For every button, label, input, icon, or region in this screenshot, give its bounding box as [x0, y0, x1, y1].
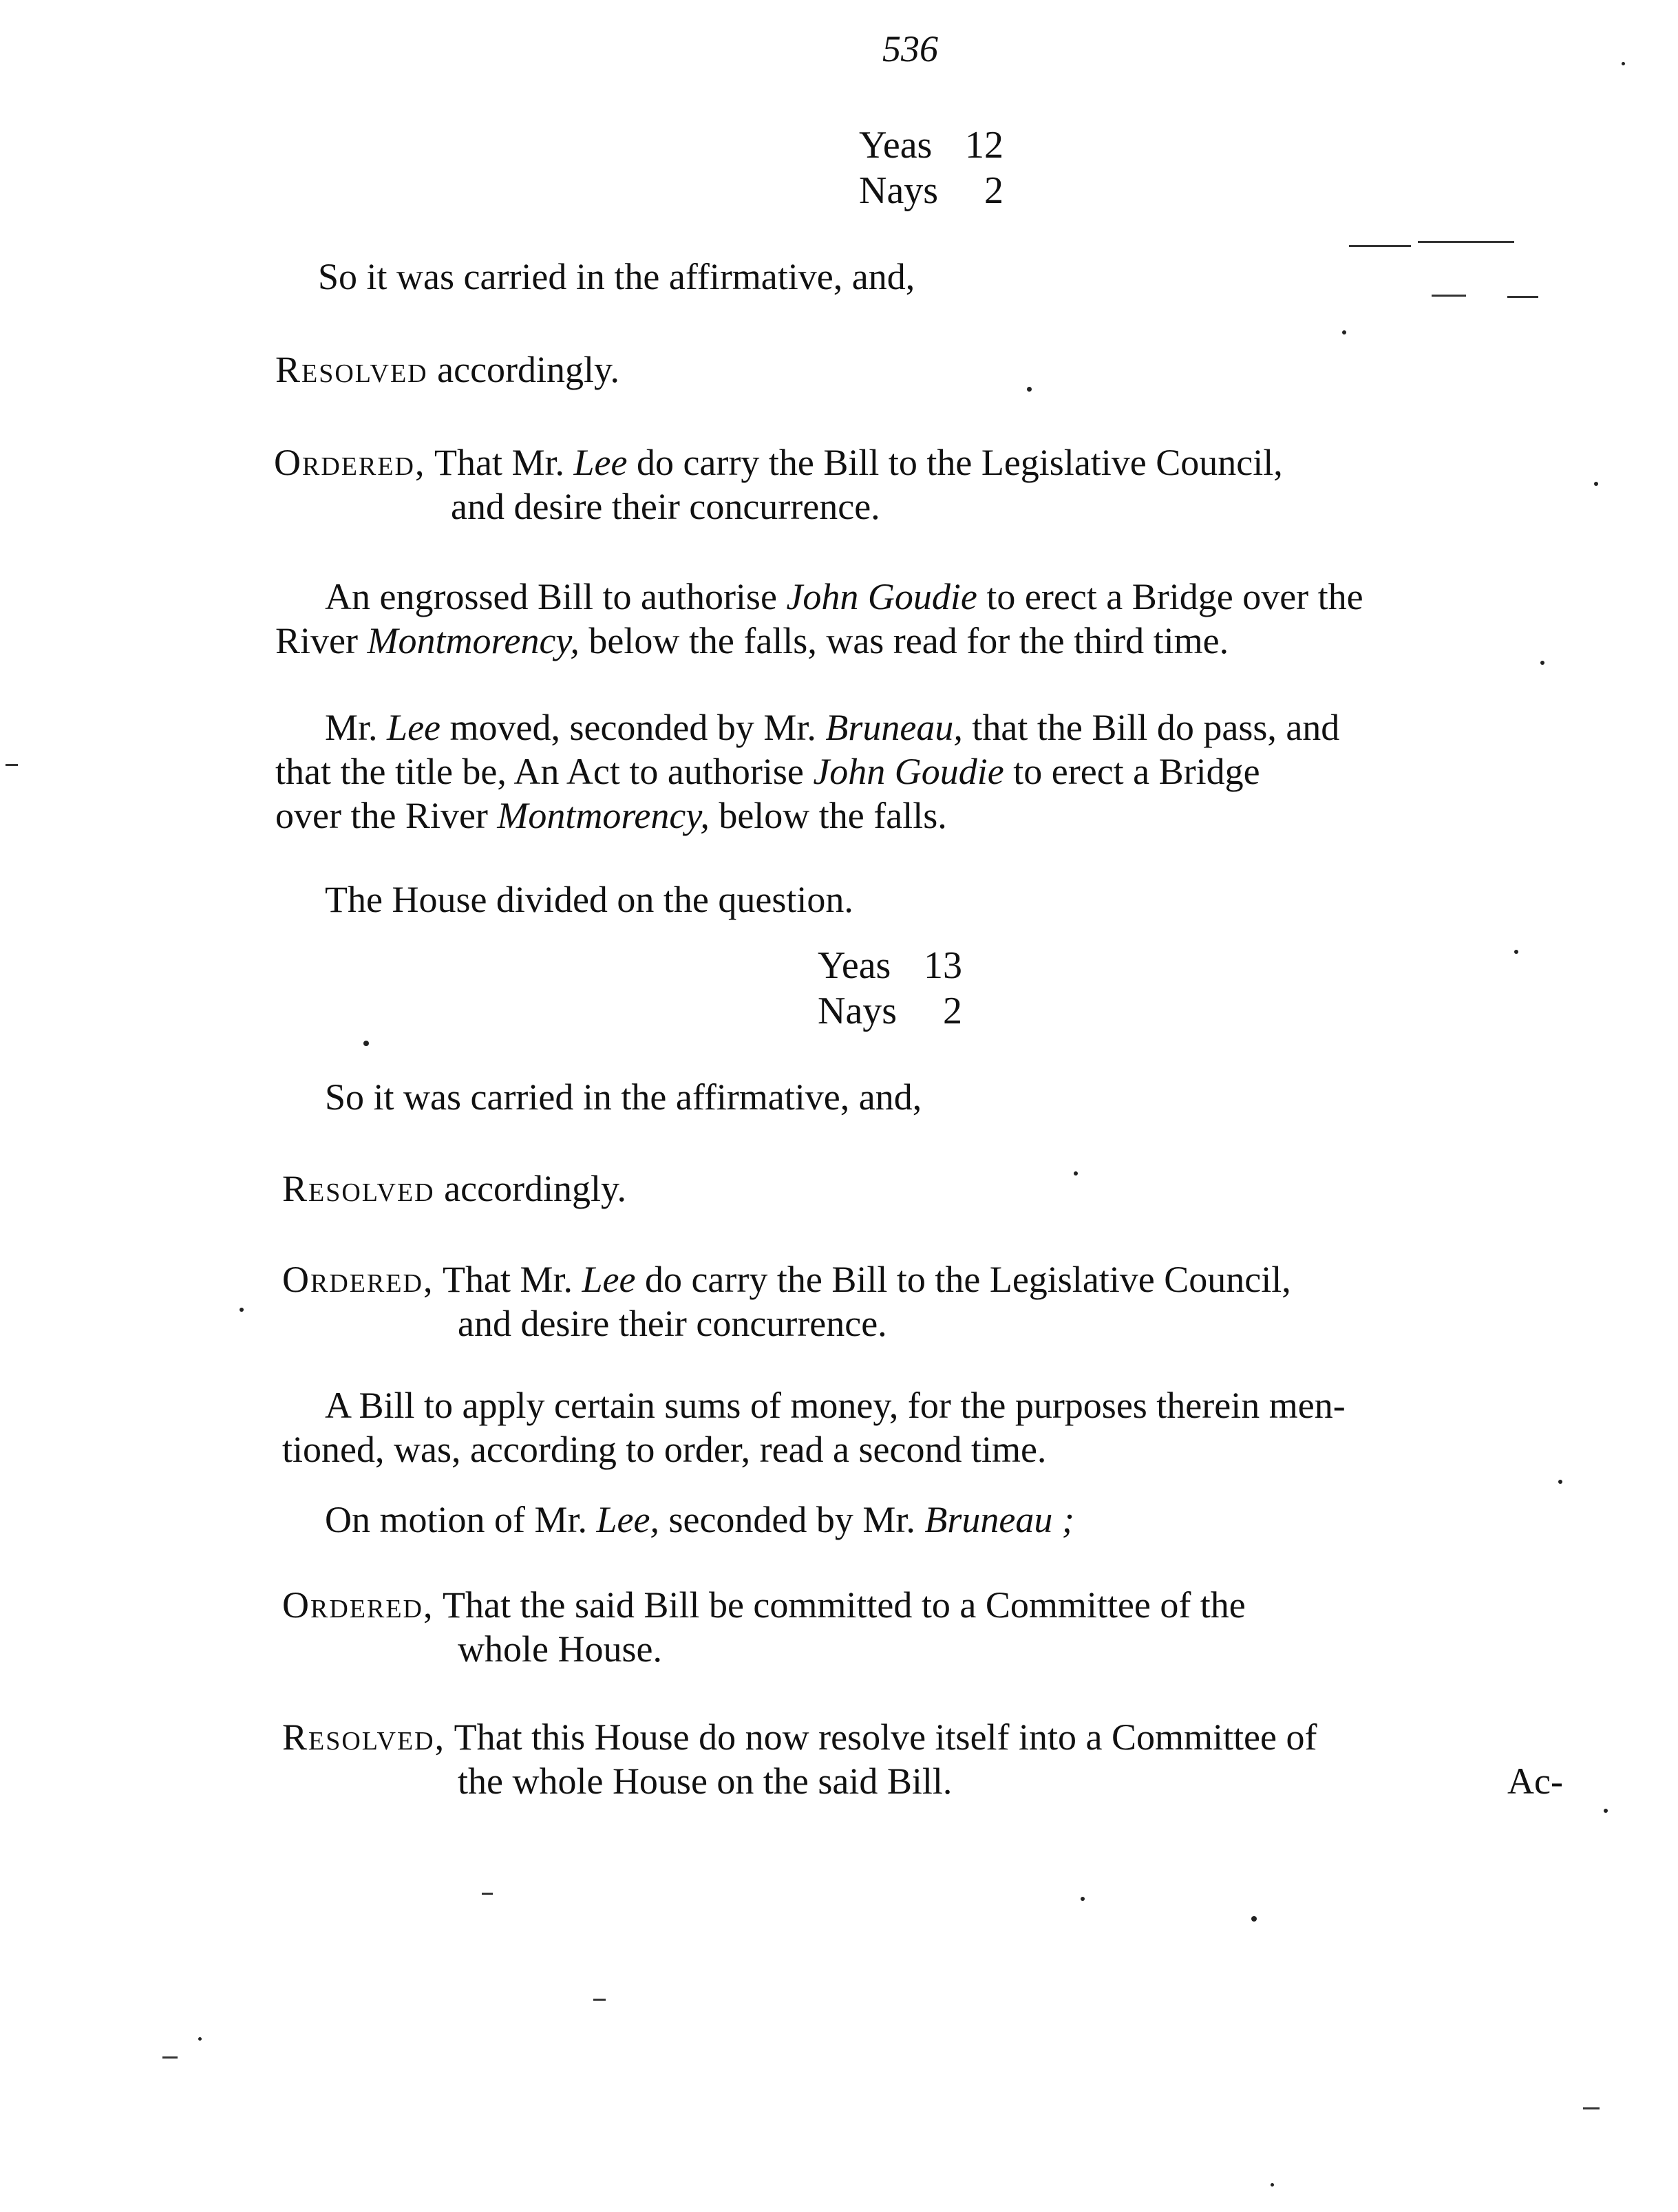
paragraph-bill-money-line1: A Bill to apply certain sums of money, for the purposes therein men- — [325, 1385, 1346, 1426]
scan-mark — [6, 764, 18, 766]
scan-mark — [482, 1893, 493, 1895]
paragraph-motion-line2: that the title be, An Act to authorise John Goudie to erect a Bridge — [275, 751, 1260, 792]
scan-mark — [162, 2056, 178, 2059]
ordered-1: Ordered, That Mr. Lee do carry the Bill to the Legislative Council, — [274, 442, 1283, 483]
nays-count: 2 — [984, 169, 1003, 212]
resolved-3-line2: the whole House on the said Bill. — [458, 1761, 953, 1802]
ordered-3-line2: whole House. — [458, 1628, 662, 1670]
resolved-1 — [275, 348, 619, 392]
scan-speck — [1558, 1480, 1562, 1484]
ordered-3: Ordered, That the said Bill be committed to a Committee of the — [282, 1584, 1246, 1626]
resolved-keyword: Resolved — [275, 349, 428, 390]
scan-speck — [1342, 330, 1346, 334]
paragraph-bill-money-line2: tioned, was, according to order, read a second time. — [282, 1429, 1047, 1470]
paragraph-motion-lee: On motion of Mr. Lee, seconded by Mr. Bruneau ; — [325, 1499, 1074, 1540]
vote-tally-1 — [859, 123, 1003, 213]
river-montmorency: Montmorency, — [367, 620, 580, 661]
scan-speck — [1027, 387, 1032, 392]
ordered-keyword: Ordered, — [282, 1259, 434, 1300]
scan-speck — [1081, 1897, 1085, 1901]
scan-speck — [1622, 62, 1625, 65]
paragraph-carried-2: So it was carried in the affirmative, and, — [325, 1076, 922, 1118]
name-lee: Lee — [573, 442, 628, 483]
resolved-2 — [282, 1167, 626, 1211]
name-john-goudie: John Goudie — [813, 751, 1004, 792]
nays-label: Nays — [818, 990, 898, 1032]
scan-speck — [198, 2037, 202, 2041]
ordered-1-line2: and desire their concurrence. — [451, 486, 880, 527]
scan-speck — [240, 1308, 244, 1312]
name-lee: Lee — [582, 1259, 636, 1300]
yeas-label: Yeas — [818, 944, 891, 987]
paragraph-house-divided: The House divided on the question. — [325, 879, 853, 920]
name-bruneau: Bruneau, — [825, 707, 963, 748]
paragraph-motion-line1: Mr. Lee moved, seconded by Mr. Bruneau, that the Bill do pass, and — [325, 707, 1340, 748]
resolved-3: Resolved, That this House do now resolve itself into a Committee of — [282, 1716, 1317, 1758]
yeas-count: 12 — [965, 124, 1003, 167]
name-lee: Lee, — [596, 1499, 659, 1540]
scan-speck — [1271, 2183, 1274, 2187]
yeas-count: 13 — [924, 944, 962, 987]
nays-label: Nays — [859, 169, 939, 212]
resolved-keyword: Resolved, — [282, 1716, 446, 1758]
resolved-text: accordingly. — [427, 349, 620, 390]
paragraph-motion-line3: over the River Montmorency, below the falls. — [275, 795, 947, 836]
name-john-goudie: John Goudie — [786, 576, 977, 617]
scan-speck — [363, 1041, 369, 1046]
vote-tally-2 — [818, 943, 962, 1034]
name-bruneau: Bruneau ; — [924, 1499, 1074, 1540]
ordered-keyword: Ordered, — [274, 442, 426, 483]
paragraph-carried-1: So it was carried in the affirmative, and, — [318, 256, 915, 297]
scan-speck — [1604, 1809, 1608, 1813]
ordered-2: Ordered, That Mr. Lee do carry the Bill to the Legislative Council, — [282, 1259, 1291, 1300]
scan-mark — [1432, 295, 1466, 297]
scan-mark — [1507, 296, 1538, 298]
paragraph-engrossed-bill-line1: An engrossed Bill to authorise John Goudie to erect a Bridge over the — [325, 576, 1363, 617]
catchword: Ac- — [1507, 1761, 1563, 1802]
scan-speck — [1540, 661, 1544, 665]
paragraph-engrossed-bill-line2: River Montmorency, below the falls, was read for the third time. — [275, 620, 1229, 661]
scan-mark — [1583, 2107, 1600, 2109]
nays-count: 2 — [943, 990, 962, 1032]
resolved-text: accordingly. — [434, 1168, 627, 1209]
scan-speck — [1074, 1171, 1078, 1176]
name-lee: Lee — [387, 707, 440, 748]
scan-speck — [1251, 1916, 1257, 1922]
scan-mark — [1349, 245, 1411, 247]
scan-speck — [1514, 950, 1518, 954]
ordered-keyword: Ordered, — [282, 1584, 434, 1626]
river-montmorency: Montmorency, — [497, 795, 710, 836]
ordered-2-line2: and desire their concurrence. — [458, 1303, 887, 1344]
resolved-keyword: Resolved — [282, 1168, 435, 1209]
yeas-label: Yeas — [859, 124, 933, 167]
scan-speck — [1594, 482, 1598, 486]
scan-mark — [593, 1999, 606, 2001]
page-number: 536 — [882, 28, 938, 70]
scan-mark — [1418, 241, 1514, 243]
